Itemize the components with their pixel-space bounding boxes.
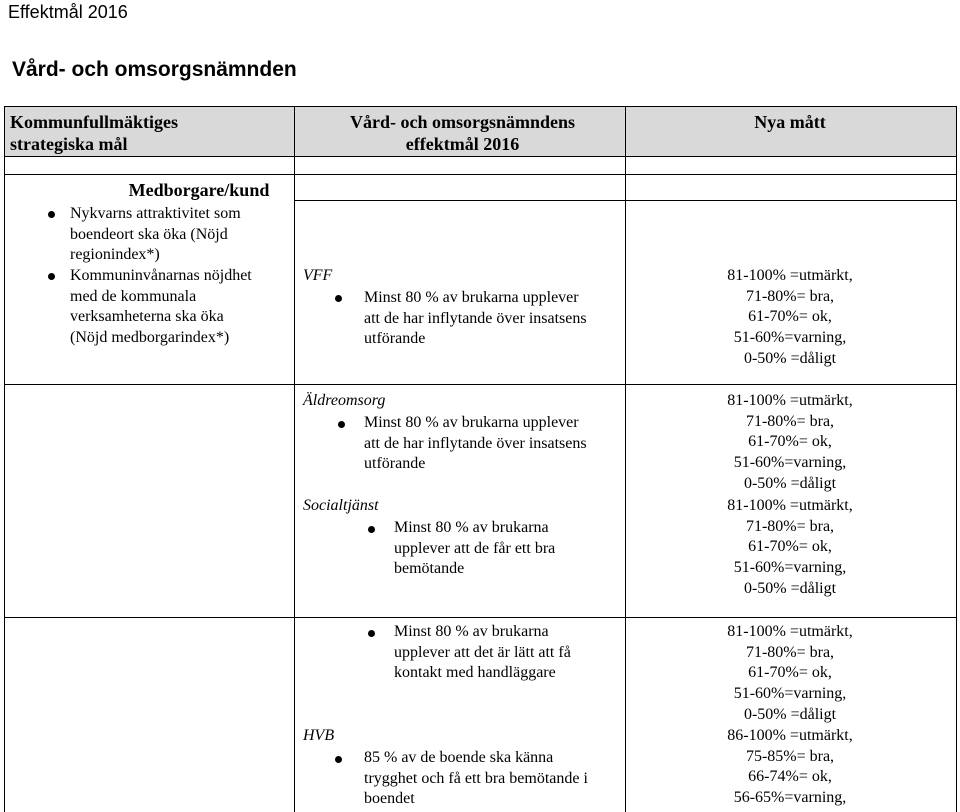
row-divider-2 (4, 617, 957, 618)
body-top-divider (4, 174, 957, 175)
bullet-dot (338, 421, 345, 428)
effect-goal-hvb: 85 % av de boende ska känna trygghet och få ett bra bemötande i boendet (364, 749, 588, 808)
bullet-dot (48, 211, 55, 218)
measure-scale-handlaggare: 81-100% =utmärkt, 71-80%= bra, 61-70%= ok, 51-60%=varning, 0-50% =dåligt (727, 623, 853, 723)
column-separator-1 (294, 106, 295, 812)
effect-goal-socialtjanst: Minst 80 % av brukarna upplever att de får ett bra bemötande (394, 519, 556, 578)
bullet-dot (335, 295, 342, 302)
strategic-goal-satisfaction: Kommuninvånarnas nöjdhet med de kommunala verksamheterna ska öka (Nöjd medborgarindex*) (70, 267, 252, 347)
page-heading: Vård- och omsorgsnämnden (12, 58, 297, 81)
unit-label-aldreomsorg: Äldreomsorg (303, 392, 386, 409)
row-divider-1 (4, 384, 957, 385)
effect-goal-handlaggare: Minst 80 % av brukarna upplever att det är lätt att få kontakt med handläggare (394, 623, 571, 682)
measure-scale-aldreomsorg: 81-100% =utmärkt, 71-80%= bra, 61-70%= ok, 51-60%=varning, 0-50% =dåligt (727, 392, 853, 492)
measure-scale-vff: 81-100% =utmärkt, 71-80%= bra, 61-70%= ok, 51-60%=varning, 0-50% =dåligt (727, 267, 853, 367)
column-header-new-measures: Nya mått (754, 112, 826, 132)
column-header-strategic-goals: Kommunfullmäktiges strategiska mål (10, 112, 179, 154)
table-border-top (4, 106, 957, 107)
bullet-dot (335, 756, 342, 763)
unit-label-socialtjanst: Socialtjänst (303, 497, 379, 514)
measure-scale-socialtjanst: 81-100% =utmärkt, 71-80%= bra, 61-70%= ok, 51-60%=varning, 0-50% =dåligt (727, 497, 853, 597)
effect-goal-vff: Minst 80 % av brukarna upplever att de har inflytande över insatsens utförande (364, 289, 587, 348)
effect-goal-aldreomsorg: Minst 80 % av brukarna upplever att de har inflytande över insatsens utförande (364, 414, 587, 473)
unit-label-vff: VFF (303, 267, 333, 284)
bullet-dot (48, 273, 55, 280)
bullet-dot (368, 526, 375, 533)
bullet-dot (368, 630, 375, 637)
header-divider (4, 156, 957, 157)
measure-scale-hvb: 86-100% =utmärkt, 75-85%= bra, 66-74%= ok, 56-65%=varning, (727, 727, 853, 807)
document-top-line: Effektmål 2016 (8, 2, 128, 22)
section-title-citizen-customer: Medborgare/kund (128, 180, 270, 200)
table-border-left (4, 106, 5, 812)
table-border-right (956, 106, 957, 812)
unit-label-hvb: HVB (303, 727, 335, 744)
column-header-effect-goals: Vård- och omsorgsnämndens effektmål 2016 (349, 112, 576, 154)
strategic-goal-attractiveness: Nykvarns attraktivitet som boendeort ska öka (Nöjd regionindex*) (70, 205, 241, 264)
